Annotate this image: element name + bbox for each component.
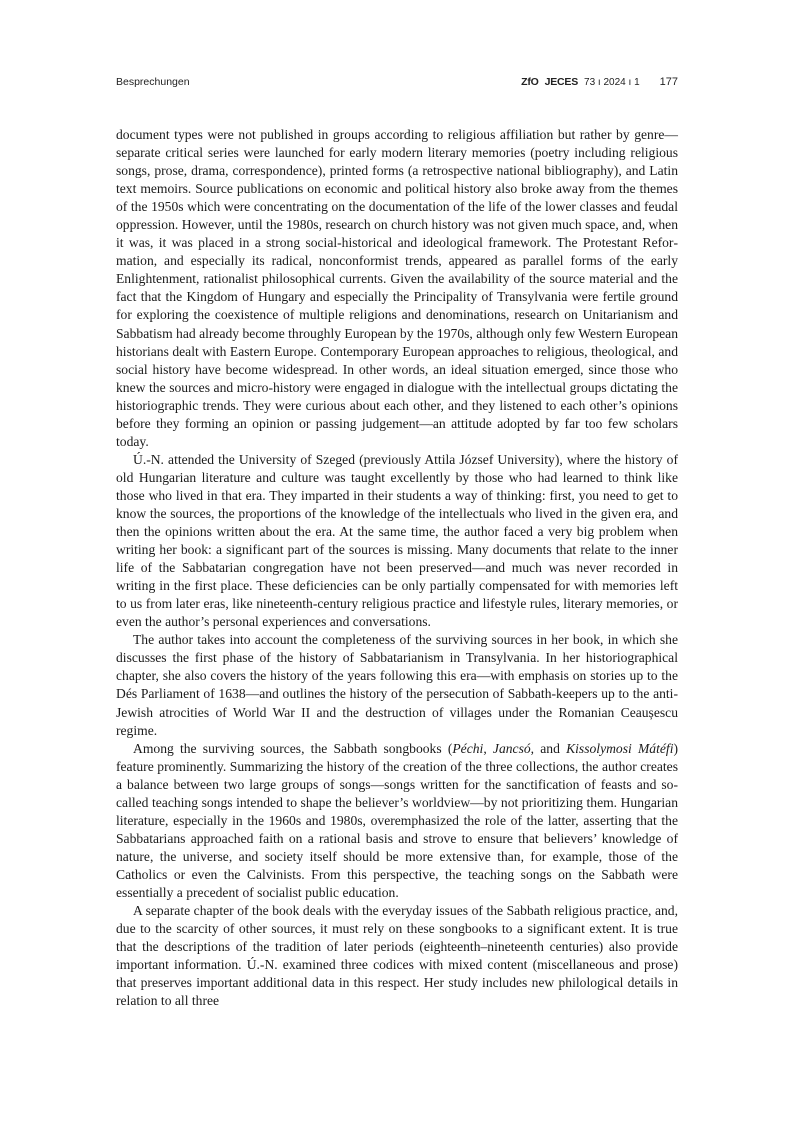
songbook-title: Kissolymosi Mátéfi	[566, 740, 674, 756]
journal-subtitle: JECES	[544, 76, 579, 88]
paragraph-continued: document types were not published in groups according to religious affiliation but rather by genre—separate critical series were launched for early modern literary memories (poetry including religious songs, prose, drama, correspondence), printed forms (a retrospective national bibliography), and Latin text memoirs. Source publications on economic and political history also broke away from the themes of the 1950s which were concentrating on the documentation of the life of the lower classes and feudal oppression. However, until the 1980s, research on church history was not given much space, and, when it was, it was placed in a strong social-historical and ideological framework. The Protestant Reformation, and especially its radical, nonconformist trends, appeared as parallel forms of the early Enlightenment, rationalist philosophical currents. Given the availability of the source material and the fact that the Kingdom of Hungary and especially the Principality of Transylvania were fertile ground for exploring the coexistence of multiple religions and denominations, research on Unitarianism and Sabbatism had already become throughly European by the 1970s, although only few Western European historians dealt with Eastern Europe. Contemporary European approaches to religious, theological, and social history have become widespread. In other words, an ideal situation emerged, since those who knew the sources and micro-history were engaged in dialogue with the intellectual groups dictating the historiographic trends. They were curious about each other, and they listened to each other’s opinions before they forming an opinion or passing judgement—an attitude adopted by far too few scholars today.	[116, 127, 678, 449]
journal-abbrev: ZfO	[521, 76, 539, 88]
text-run: , and	[530, 740, 567, 756]
section-title: Besprechungen	[116, 76, 190, 88]
songbook-title: Péchi	[452, 740, 484, 756]
paragraph-songbooks	[116, 740, 678, 902]
running-header	[116, 76, 678, 92]
text-run: ) feature prominently. Summarizing the history of the creation of the three collections, the author creates a balance between two large groups of songs—songs written for the sanctification of feasts and so-called teaching songs intended to shape the believer’s worldview—by not prioritizing them. Hungarian literature, especially in the 1960s and 1980s, overemphasized the role of the latter, asserting that the Sabbatarians approached faith on a rational basis and strove to ensure that believers’ knowledge of nature, the universe, and society itself should be more extensive than, for example, those of the Catholics or even the Calvinists. From this perspective, the teaching songs on the Sabbath were essentially a precedent of socialist public education.	[116, 740, 678, 900]
journal-info	[521, 76, 678, 88]
paragraph: The author takes into account the completeness of the surviving sources in her book, in which she discusses the first phase of the history of Sabbatarianism in Transylvania. In her historiographical chapter, she also covers the history of the years following this era—with emphasis on stories up to the Dés Parliament of 1638—and outlines the history of the persecution of Sabbath-keepers up to the anti-Jewish atrocities of World War II and the destruction of villages under the Romanian Ceaușescu regime.	[116, 632, 678, 738]
paragraph: Ú.-N. attended the University of Szeged (previously Attila József University), where the history of old Hungarian literature and culture was taught excellently by those who had learned to think like those who lived in that era. They imparted in their students a way of thinking: first, you need to get to know the sources, the proportions of the knowledge of the intellectuals who lived in the given era, and then the opinions written about the era. At the same time, the author faced a very big problem when writing her book: a significant part of the sources is missing. Many documents that relate to the inner life of the Sabbatarian congregation have not been preserved—and much was never recorded in writing in the first place. These deficiencies can be only partially compensated for with memories left to us from later eras, like nineteenth-century religious practice and lifestyle rules, literary memories, or even the author’s personal experiences and conversations.	[116, 451, 678, 630]
paragraph: A separate chapter of the book deals with the everyday issues of the Sabbath religious practice, and, due to the scarcity of other sources, it must rely on these songbooks to a significant extent. It is true that the descriptions of the tradition of later periods (eighteenth–nineteenth centuries) also provide important information. Ú.-N. examined three codices with mixed content (miscellaneous and prose) that preserves important additional data in this respect. Her study includes new philological details in relation to all three	[116, 903, 678, 1009]
text-run: ,	[483, 740, 493, 756]
issue-number: 73 ı 2024 ı 1	[584, 77, 640, 88]
songbook-title: Jancsó	[492, 740, 531, 756]
page-number: 177	[659, 76, 678, 88]
text-run: Among the surviving sources, the Sabbath songbooks (	[133, 740, 453, 756]
article-body	[116, 126, 678, 1010]
